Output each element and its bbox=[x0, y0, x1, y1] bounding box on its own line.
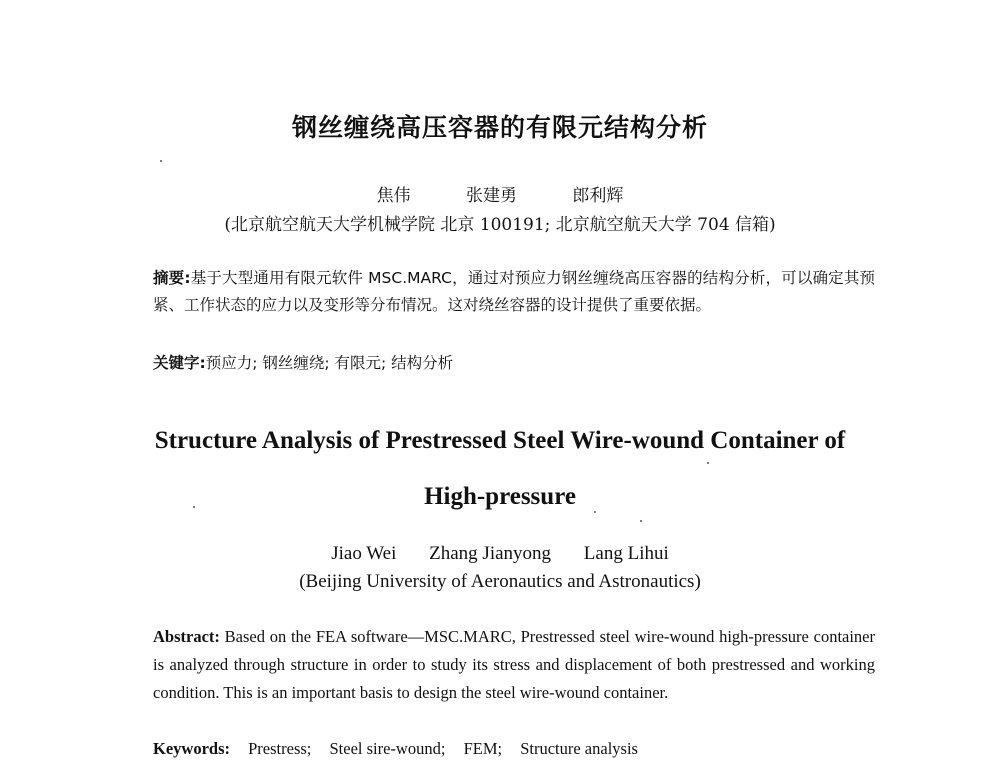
scan-speck bbox=[594, 511, 596, 513]
chinese-abstract bbox=[153, 265, 875, 319]
scan-speck bbox=[707, 462, 709, 464]
chinese-author: 焦伟 bbox=[376, 186, 411, 206]
chinese-author: 郎利辉 bbox=[572, 186, 624, 206]
english-abstract bbox=[153, 623, 875, 707]
scan-speck bbox=[160, 160, 162, 162]
english-author: Zhang Jianyong bbox=[429, 543, 552, 564]
chinese-author: 张建勇 bbox=[466, 186, 517, 206]
english-affiliation: (Beijing University of Aeronautics and Astronautics) bbox=[299, 571, 701, 592]
chinese-abstract-label: 摘要: bbox=[153, 269, 191, 287]
english-abstract-label: Abstract: bbox=[153, 627, 220, 646]
scan-speck bbox=[193, 506, 195, 508]
english-title-line2: High-pressure bbox=[424, 483, 576, 510]
english-author: Jiao Wei bbox=[331, 543, 397, 564]
english-abstract-text: Based on the FEA software—MSC.MARC, Prestressed steel wire-wound high-pressure container is analyzed through structure in order to study its stress and displacement of both prestressed and working condition. This is an important basis to design the steel wire-wound container. bbox=[153, 627, 876, 702]
english-keyword: FEM; bbox=[463, 739, 503, 758]
english-authors bbox=[0, 543, 1000, 565]
scan-speck bbox=[640, 520, 642, 522]
english-keyword: Prestress; bbox=[248, 739, 312, 758]
chinese-keywords-text: 预应力; 钢丝缠绕; 有限元; 结构分析 bbox=[205, 354, 454, 372]
english-keyword: Structure analysis bbox=[520, 739, 638, 758]
chinese-affiliation: (北京航空航天大学机械学院 北京 100191; 北京航空航天大学 704 信箱) bbox=[224, 215, 776, 235]
chinese-abstract-text: 基于大型通用有限元软件 MSC.MARC，通过对预应力钢丝缠绕高压容器的结构分析，可以确定其预紧、工作状态的应力以及变形等分布情况。这对绕丝容器的设计提供了重要依据。 bbox=[153, 269, 875, 314]
english-keyword: Steel sire-wound; bbox=[329, 739, 446, 758]
english-keywords bbox=[153, 735, 875, 763]
english-author: Lang Lihui bbox=[583, 543, 669, 564]
chinese-keywords-label: 关键字: bbox=[153, 354, 206, 372]
english-keywords-label: Keywords: bbox=[153, 739, 230, 758]
english-title bbox=[0, 413, 1000, 525]
chinese-keywords bbox=[153, 350, 875, 377]
english-title-line1: Structure Analysis of Prestressed Steel Wire-wound Container of bbox=[154, 427, 846, 454]
chinese-title: 钢丝缠绕高压容器的有限元结构分析 bbox=[291, 113, 708, 142]
chinese-authors bbox=[0, 181, 1000, 206]
